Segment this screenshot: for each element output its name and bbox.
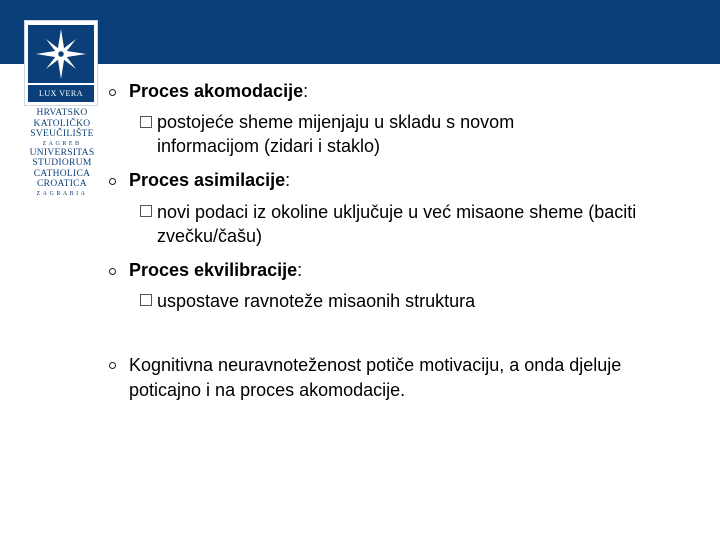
logo-line: ZAGRABIA <box>36 190 88 197</box>
logo-line: STUDIORUM <box>32 158 92 168</box>
bullet-circle-icon <box>109 89 116 96</box>
logo-line: CROATICA <box>37 179 87 189</box>
list-item-subtext: postojeće sheme mijenjaju u skladu s novom informacijom (zidari i staklo) <box>157 112 515 156</box>
logo-line: UNIVERSITAS <box>29 147 95 158</box>
list-item-text: Kognitivna neuravnoteženost potiče motivaciju, a onda djeluje poticajno i na proces akomodacije. <box>129 355 622 400</box>
list-item-heading <box>129 80 308 102</box>
sub-bullet-box-icon <box>140 294 152 306</box>
logo-line: HRVATSKO <box>36 108 88 118</box>
list-item-heading <box>129 259 302 281</box>
bullet-circle-icon <box>109 362 116 369</box>
logo-line: ZAGREB <box>42 140 82 147</box>
logo-line: KATOLIČKO <box>33 118 91 129</box>
heading-suffix: : <box>285 170 291 190</box>
heading-suffix: : <box>297 260 303 280</box>
logo-motto: LUX VERA <box>28 85 94 102</box>
list-item-heading <box>129 169 290 191</box>
bullet-circle-icon <box>109 268 116 275</box>
list-item-subtext: uspostave ravnoteže misaonih struktura <box>157 291 476 311</box>
university-logo <box>24 20 98 106</box>
logo-line: CATHOLICA <box>33 168 91 179</box>
heading-suffix: : <box>303 81 309 101</box>
list-item-subtext: novi podaci iz okoline uključuje u već misaone sheme (baciti zvečku/čašu) <box>157 202 637 246</box>
heading-title: Proces ekvilibracije <box>129 260 298 280</box>
sub-bullet-box-icon <box>140 116 152 128</box>
sub-bullet-box-icon <box>140 205 152 217</box>
heading-title: Proces akomodacije <box>129 81 304 101</box>
university-name <box>22 108 102 198</box>
star-emblem-icon <box>28 25 94 83</box>
logo-line: SVEUČILIŠTE <box>30 129 94 139</box>
heading-title: Proces asimilacije <box>129 170 286 190</box>
bullet-circle-icon <box>109 178 116 185</box>
header-bar <box>0 0 720 64</box>
